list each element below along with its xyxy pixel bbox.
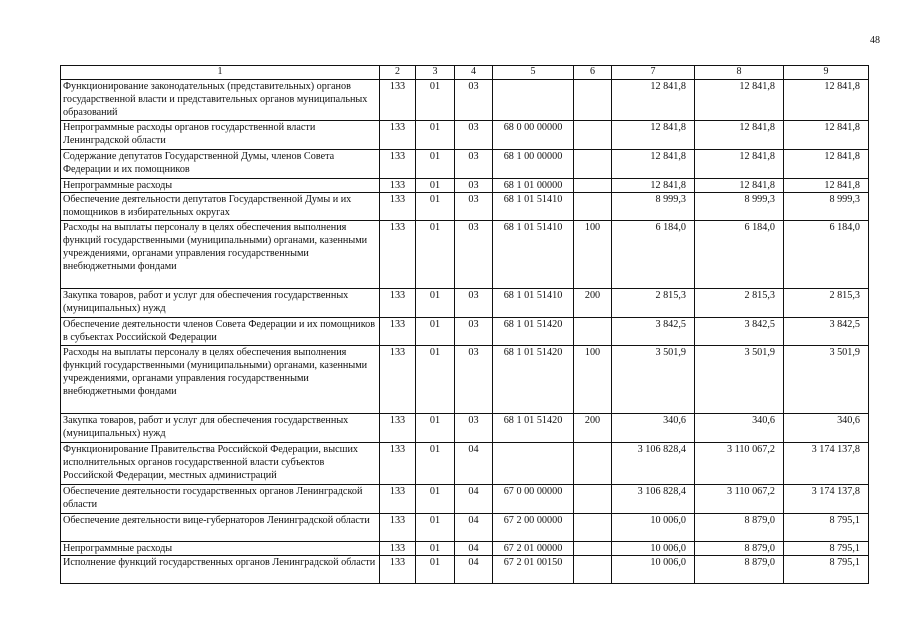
target-article-code: 67 2 01 00000 bbox=[493, 541, 574, 555]
table-header-row bbox=[61, 66, 869, 80]
amount-year-2: 8 879,0 bbox=[695, 541, 784, 555]
table-row bbox=[61, 317, 869, 345]
row-name: Функционирование Правительства Российской Федерации, высших исполнительных органов государственной власти субъектов Российской Федерации, местных администраций bbox=[61, 442, 380, 484]
grbs-code: 133 bbox=[380, 192, 416, 220]
target-article-code bbox=[493, 79, 574, 120]
subsection-code: 04 bbox=[455, 541, 493, 555]
amount-year-2: 2 815,3 bbox=[695, 288, 784, 317]
col-header: 4 bbox=[455, 66, 493, 80]
amount-year-3: 12 841,8 bbox=[784, 178, 869, 192]
amount-year-2: 12 841,8 bbox=[695, 120, 784, 149]
table-row bbox=[61, 442, 869, 484]
target-article-code: 68 1 01 51420 bbox=[493, 317, 574, 345]
row-name: Расходы на выплаты персоналу в целях обеспечения выполнения функций государственными (муниципальными) органами, казенными учреждениями, органами управления государственными внебюджетными фондами bbox=[61, 220, 380, 288]
amount-year-3: 3 842,5 bbox=[784, 317, 869, 345]
row-name: Непрограммные расходы bbox=[61, 178, 380, 192]
subsection-code: 03 bbox=[455, 220, 493, 288]
amount-year-1: 10 006,0 bbox=[612, 555, 695, 583]
grbs-code: 133 bbox=[380, 178, 416, 192]
amount-year-3: 12 841,8 bbox=[784, 79, 869, 120]
subsection-code: 03 bbox=[455, 345, 493, 413]
target-article-code: 67 2 00 00000 bbox=[493, 513, 574, 541]
expense-type-code bbox=[574, 192, 612, 220]
target-article-code: 68 1 01 51410 bbox=[493, 288, 574, 317]
amount-year-2: 3 842,5 bbox=[695, 317, 784, 345]
amount-year-3: 8 795,1 bbox=[784, 555, 869, 583]
grbs-code: 133 bbox=[380, 442, 416, 484]
amount-year-3: 12 841,8 bbox=[784, 120, 869, 149]
section-code: 01 bbox=[416, 317, 455, 345]
col-header: 6 bbox=[574, 66, 612, 80]
grbs-code: 133 bbox=[380, 413, 416, 442]
grbs-code: 133 bbox=[380, 513, 416, 541]
expense-type-code: 100 bbox=[574, 220, 612, 288]
budget-table bbox=[60, 65, 869, 584]
row-name: Расходы на выплаты персоналу в целях обеспечения выполнения функций государственными (муниципальными) органами, казенными учреждениями, органами управления государственными внебюджетными фондами bbox=[61, 345, 380, 413]
subsection-code: 04 bbox=[455, 555, 493, 583]
expense-type-code bbox=[574, 442, 612, 484]
amount-year-3: 8 795,1 bbox=[784, 541, 869, 555]
amount-year-1: 6 184,0 bbox=[612, 220, 695, 288]
amount-year-3: 3 174 137,8 bbox=[784, 484, 869, 513]
target-article-code: 68 0 00 00000 bbox=[493, 120, 574, 149]
amount-year-1: 12 841,8 bbox=[612, 178, 695, 192]
table-row bbox=[61, 513, 869, 541]
row-name: Непрограммные расходы bbox=[61, 541, 380, 555]
row-name: Закупка товаров, работ и услуг для обеспечения государственных (муниципальных) нужд bbox=[61, 288, 380, 317]
expense-type-code bbox=[574, 178, 612, 192]
amount-year-2: 6 184,0 bbox=[695, 220, 784, 288]
table-row bbox=[61, 220, 869, 288]
row-name: Обеспечение деятельности членов Совета Федерации и их помощников в субъектах Российской Федерации bbox=[61, 317, 380, 345]
subsection-code: 04 bbox=[455, 484, 493, 513]
table-row bbox=[61, 79, 869, 120]
section-code: 01 bbox=[416, 288, 455, 317]
expense-type-code bbox=[574, 79, 612, 120]
target-article-code: 68 1 01 51410 bbox=[493, 192, 574, 220]
col-header: 8 bbox=[695, 66, 784, 80]
target-article-code: 68 1 01 00000 bbox=[493, 178, 574, 192]
section-code: 01 bbox=[416, 79, 455, 120]
grbs-code: 133 bbox=[380, 345, 416, 413]
grbs-code: 133 bbox=[380, 220, 416, 288]
table-row bbox=[61, 484, 869, 513]
grbs-code: 133 bbox=[380, 288, 416, 317]
grbs-code: 133 bbox=[380, 79, 416, 120]
table-row bbox=[61, 413, 869, 442]
subsection-code: 03 bbox=[455, 192, 493, 220]
subsection-code: 04 bbox=[455, 513, 493, 541]
table-row bbox=[61, 120, 869, 149]
target-article-code: 68 1 01 51410 bbox=[493, 220, 574, 288]
table-row bbox=[61, 178, 869, 192]
table-row bbox=[61, 345, 869, 413]
section-code: 01 bbox=[416, 192, 455, 220]
subsection-code: 03 bbox=[455, 178, 493, 192]
amount-year-2: 8 879,0 bbox=[695, 513, 784, 541]
target-article-code bbox=[493, 442, 574, 484]
row-name: Обеспечение деятельности депутатов Государственной Думы и их помощников в избирательных округах bbox=[61, 192, 380, 220]
amount-year-2: 12 841,8 bbox=[695, 149, 784, 178]
subsection-code: 03 bbox=[455, 317, 493, 345]
section-code: 01 bbox=[416, 120, 455, 149]
section-code: 01 bbox=[416, 178, 455, 192]
grbs-code: 133 bbox=[380, 484, 416, 513]
col-header: 1 bbox=[61, 66, 380, 80]
target-article-code: 68 1 01 51420 bbox=[493, 345, 574, 413]
amount-year-1: 12 841,8 bbox=[612, 120, 695, 149]
table-row bbox=[61, 192, 869, 220]
amount-year-2: 340,6 bbox=[695, 413, 784, 442]
amount-year-2: 3 501,9 bbox=[695, 345, 784, 413]
amount-year-3: 12 841,8 bbox=[784, 149, 869, 178]
target-article-code: 68 1 00 00000 bbox=[493, 149, 574, 178]
row-name: Содержание депутатов Государственной Думы, членов Совета Федерации и их помощников bbox=[61, 149, 380, 178]
page-number: 48 bbox=[870, 35, 880, 46]
amount-year-3: 2 815,3 bbox=[784, 288, 869, 317]
row-name: Обеспечение деятельности государственных органов Ленинградской области bbox=[61, 484, 380, 513]
amount-year-1: 340,6 bbox=[612, 413, 695, 442]
amount-year-2: 3 110 067,2 bbox=[695, 442, 784, 484]
expense-type-code bbox=[574, 555, 612, 583]
expense-type-code bbox=[574, 484, 612, 513]
table-row bbox=[61, 541, 869, 555]
amount-year-3: 8 795,1 bbox=[784, 513, 869, 541]
row-name: Непрограммные расходы органов государственной власти Ленинградской области bbox=[61, 120, 380, 149]
grbs-code: 133 bbox=[380, 149, 416, 178]
amount-year-3: 6 184,0 bbox=[784, 220, 869, 288]
col-header: 3 bbox=[416, 66, 455, 80]
amount-year-1: 12 841,8 bbox=[612, 79, 695, 120]
amount-year-1: 12 841,8 bbox=[612, 149, 695, 178]
amount-year-2: 12 841,8 bbox=[695, 178, 784, 192]
section-code: 01 bbox=[416, 442, 455, 484]
amount-year-1: 8 999,3 bbox=[612, 192, 695, 220]
section-code: 01 bbox=[416, 484, 455, 513]
expense-type-code bbox=[574, 149, 612, 178]
grbs-code: 133 bbox=[380, 120, 416, 149]
target-article-code: 67 2 01 00150 bbox=[493, 555, 574, 583]
section-code: 01 bbox=[416, 220, 455, 288]
amount-year-1: 10 006,0 bbox=[612, 541, 695, 555]
target-article-code: 68 1 01 51420 bbox=[493, 413, 574, 442]
amount-year-3: 8 999,3 bbox=[784, 192, 869, 220]
table-row bbox=[61, 288, 869, 317]
amount-year-1: 3 106 828,4 bbox=[612, 442, 695, 484]
expense-type-code bbox=[574, 317, 612, 345]
amount-year-2: 3 110 067,2 bbox=[695, 484, 784, 513]
col-header: 2 bbox=[380, 66, 416, 80]
subsection-code: 03 bbox=[455, 413, 493, 442]
amount-year-1: 2 815,3 bbox=[612, 288, 695, 317]
expense-type-code bbox=[574, 541, 612, 555]
subsection-code: 03 bbox=[455, 120, 493, 149]
col-header: 7 bbox=[612, 66, 695, 80]
row-name: Обеспечение деятельности вице-губернаторов Ленинградской области bbox=[61, 513, 380, 541]
table-row bbox=[61, 555, 869, 583]
section-code: 01 bbox=[416, 345, 455, 413]
grbs-code: 133 bbox=[380, 541, 416, 555]
expense-type-code: 200 bbox=[574, 413, 612, 442]
target-article-code: 67 0 00 00000 bbox=[493, 484, 574, 513]
amount-year-1: 3 501,9 bbox=[612, 345, 695, 413]
subsection-code: 04 bbox=[455, 442, 493, 484]
col-header: 5 bbox=[493, 66, 574, 80]
section-code: 01 bbox=[416, 541, 455, 555]
section-code: 01 bbox=[416, 413, 455, 442]
subsection-code: 03 bbox=[455, 79, 493, 120]
row-name: Функционирование законодательных (представительных) органов государственной власти и представительных органов муниципальных образований bbox=[61, 79, 380, 120]
grbs-code: 133 bbox=[380, 555, 416, 583]
amount-year-2: 12 841,8 bbox=[695, 79, 784, 120]
expense-type-code: 100 bbox=[574, 345, 612, 413]
expense-type-code bbox=[574, 513, 612, 541]
amount-year-3: 3 174 137,8 bbox=[784, 442, 869, 484]
subsection-code: 03 bbox=[455, 149, 493, 178]
amount-year-1: 3 842,5 bbox=[612, 317, 695, 345]
amount-year-2: 8 879,0 bbox=[695, 555, 784, 583]
row-name: Закупка товаров, работ и услуг для обеспечения государственных (муниципальных) нужд bbox=[61, 413, 380, 442]
expense-type-code bbox=[574, 120, 612, 149]
expense-type-code: 200 bbox=[574, 288, 612, 317]
amount-year-1: 10 006,0 bbox=[612, 513, 695, 541]
section-code: 01 bbox=[416, 149, 455, 178]
grbs-code: 133 bbox=[380, 317, 416, 345]
amount-year-3: 3 501,9 bbox=[784, 345, 869, 413]
section-code: 01 bbox=[416, 555, 455, 583]
subsection-code: 03 bbox=[455, 288, 493, 317]
col-header: 9 bbox=[784, 66, 869, 80]
table-row bbox=[61, 149, 869, 178]
amount-year-1: 3 106 828,4 bbox=[612, 484, 695, 513]
row-name: Исполнение функций государственных органов Ленинградской области bbox=[61, 555, 380, 583]
amount-year-2: 8 999,3 bbox=[695, 192, 784, 220]
amount-year-3: 340,6 bbox=[784, 413, 869, 442]
section-code: 01 bbox=[416, 513, 455, 541]
